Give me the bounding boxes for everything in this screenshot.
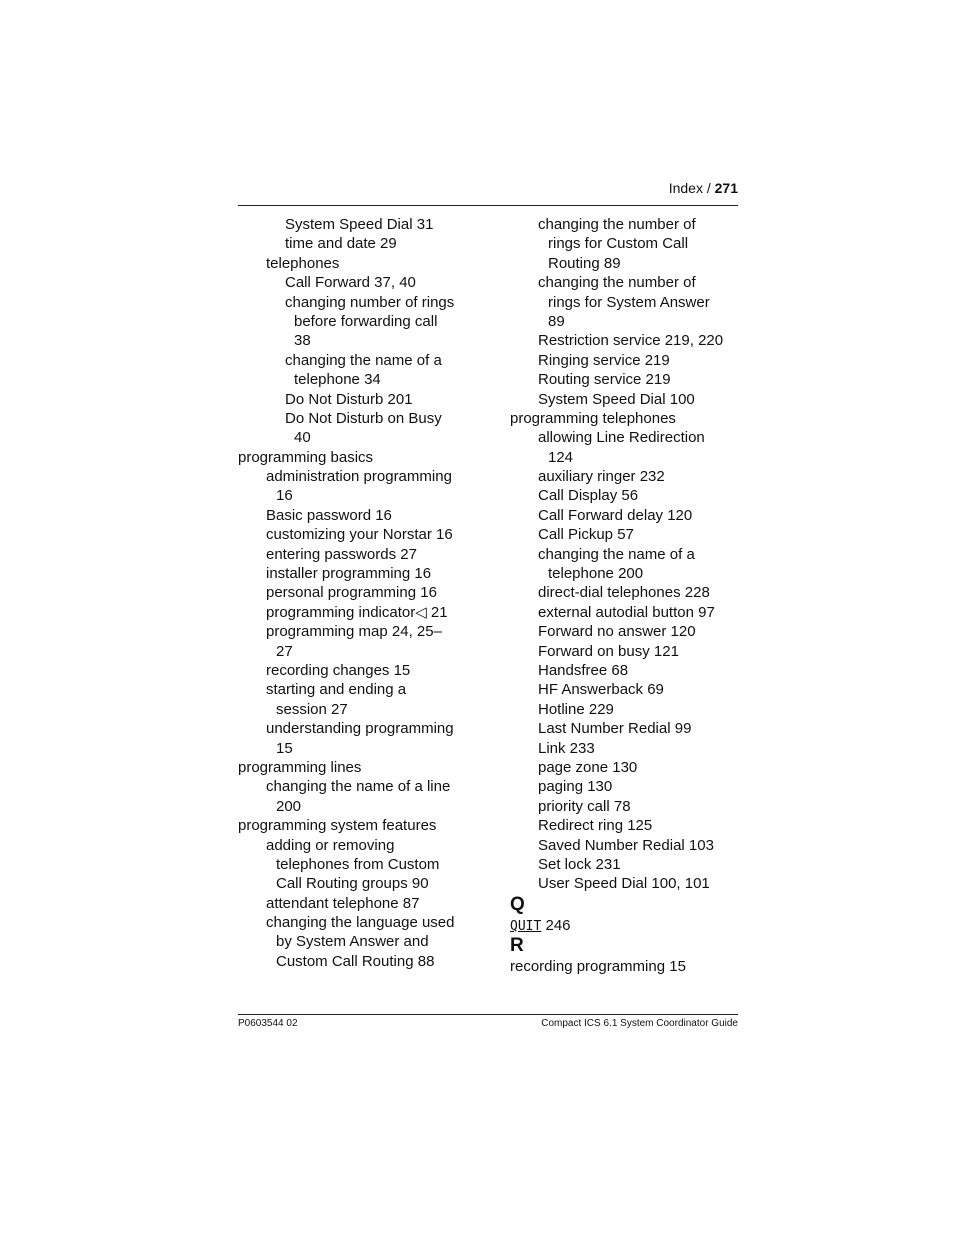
index-entry: personal programming 16 bbox=[266, 584, 437, 602]
index-entry: page zone 130 bbox=[538, 758, 638, 776]
index-entry: changing the name of a bbox=[285, 351, 442, 369]
index-entry: auxiliary ringer 232 bbox=[538, 468, 665, 486]
index-entry: Handsfree 68 bbox=[538, 661, 629, 679]
index-entry: telephones from Custom bbox=[276, 855, 440, 873]
index-entry: Forward no answer 120 bbox=[538, 623, 696, 641]
index-entry: programming map 24, 25– bbox=[266, 623, 442, 641]
index-entry: Call Pickup 57 bbox=[538, 526, 634, 544]
index-entry: changing the name of a bbox=[538, 545, 695, 563]
index-entry: rings for Custom Call bbox=[548, 235, 689, 253]
index-column-right bbox=[510, 215, 750, 976]
index-entry: Do Not Disturb on Busy bbox=[285, 409, 442, 427]
footer-rule bbox=[238, 1014, 738, 1015]
index-entry: Custom Call Routing 88 bbox=[276, 952, 435, 970]
index-entry: 16 bbox=[276, 487, 293, 505]
index-entry: 40 bbox=[294, 429, 311, 447]
index-entry: Set lock 231 bbox=[538, 855, 621, 873]
index-entry: Call Forward 37, 40 bbox=[285, 274, 416, 292]
header-text bbox=[669, 180, 738, 196]
index-entry: understanding programming bbox=[266, 720, 454, 738]
index-entry: Call Forward delay 120 bbox=[538, 506, 693, 524]
index-entry: direct-dial telephones 228 bbox=[538, 584, 710, 602]
index-entry: changing number of rings bbox=[285, 293, 455, 311]
index-entry: starting and ending a bbox=[266, 681, 407, 699]
index-entry: Redirect ring 125 bbox=[538, 817, 653, 835]
index-entry: programming indicator◁ 21 bbox=[266, 603, 448, 621]
index-entry: System Speed Dial 31 bbox=[285, 216, 434, 233]
index-entry: Last Number Redial 99 bbox=[538, 720, 692, 738]
index-entry: Routing service 219 bbox=[538, 371, 671, 389]
index-entry: changing the number of bbox=[538, 216, 696, 233]
index-entry: changing the number of bbox=[538, 274, 696, 292]
index-entry: time and date 29 bbox=[285, 235, 397, 253]
index-entry: installer programming 16 bbox=[266, 565, 432, 583]
index-entry: 27 bbox=[276, 642, 293, 660]
index-entry: programming lines bbox=[238, 758, 362, 776]
index-entry: by System Answer and bbox=[276, 933, 429, 951]
index-entry: 38 bbox=[294, 332, 311, 350]
header-separator: / bbox=[702, 180, 715, 196]
index-entry: changing the language used bbox=[266, 914, 455, 932]
index-entry: telephones bbox=[266, 254, 340, 272]
index-entry: Basic password 16 bbox=[266, 506, 392, 524]
index-entry: telephone 200 bbox=[548, 565, 644, 583]
index-entry: programming telephones bbox=[510, 409, 676, 427]
footer-doc-id: P0603544 02 bbox=[238, 1018, 298, 1029]
index-entry: recording programming 15 bbox=[510, 958, 686, 976]
index-column-left bbox=[238, 215, 478, 971]
index-entry: System Speed Dial 100 bbox=[538, 390, 695, 408]
index-entry: entering passwords 27 bbox=[266, 545, 417, 563]
index-entry: external autodial button 97 bbox=[538, 603, 715, 621]
index-letter-heading: R bbox=[510, 935, 524, 957]
index-entry: paging 130 bbox=[538, 778, 613, 796]
index-entry: Routing 89 bbox=[548, 254, 621, 272]
index-entry: Ringing service 219 bbox=[538, 351, 670, 369]
index-entry: rings for System Answer bbox=[548, 293, 710, 311]
index-entry: administration programming bbox=[266, 468, 452, 486]
page-number: 271 bbox=[714, 180, 738, 196]
running-header bbox=[238, 180, 738, 206]
index-entry: programming basics bbox=[238, 448, 374, 466]
index-entry: User Speed Dial 100, 101 bbox=[538, 875, 710, 893]
index-entry: 124 bbox=[548, 448, 574, 466]
display-prompt-text: QUIT bbox=[510, 918, 542, 934]
index-entry: changing the name of a line bbox=[266, 778, 451, 796]
index-entry: Restriction service 219, 220 bbox=[538, 332, 724, 350]
index-entry: before forwarding call bbox=[294, 312, 438, 330]
footer-title: Compact ICS 6.1 System Coordinator Guide bbox=[541, 1018, 738, 1029]
index-entry: programming system features bbox=[238, 817, 437, 835]
index-entry: telephone 34 bbox=[294, 371, 381, 389]
index-entry: Do Not Disturb 201 bbox=[285, 390, 413, 408]
index-entry: QUIT 246 bbox=[510, 916, 571, 934]
index-entry: Saved Number Redial 103 bbox=[538, 836, 714, 854]
header-label: Index bbox=[668, 180, 703, 196]
index-entry: 200 bbox=[276, 797, 302, 815]
index-entry: session 27 bbox=[276, 700, 348, 718]
index-entry: HF Answerback 69 bbox=[538, 681, 664, 699]
index-entry: Link 233 bbox=[538, 739, 595, 757]
index-entry: recording changes 15 bbox=[266, 661, 411, 679]
index-entry: Call Routing groups 90 bbox=[276, 875, 429, 893]
index-entry: customizing your Norstar 16 bbox=[266, 526, 453, 544]
index-entry: attendant telephone 87 bbox=[266, 894, 420, 912]
index-entry: Hotline 229 bbox=[538, 700, 614, 718]
index-entry: 15 bbox=[276, 739, 293, 757]
index-entry: Call Display 56 bbox=[538, 487, 639, 505]
index-letter-heading: Q bbox=[510, 893, 525, 915]
index-entry: Forward on busy 121 bbox=[538, 642, 679, 660]
index-entry: 89 bbox=[548, 312, 565, 330]
index-entry: allowing Line Redirection bbox=[538, 429, 705, 447]
index-entry: adding or removing bbox=[266, 836, 395, 854]
header-rule bbox=[238, 205, 738, 206]
index-entry: priority call 78 bbox=[538, 797, 631, 815]
